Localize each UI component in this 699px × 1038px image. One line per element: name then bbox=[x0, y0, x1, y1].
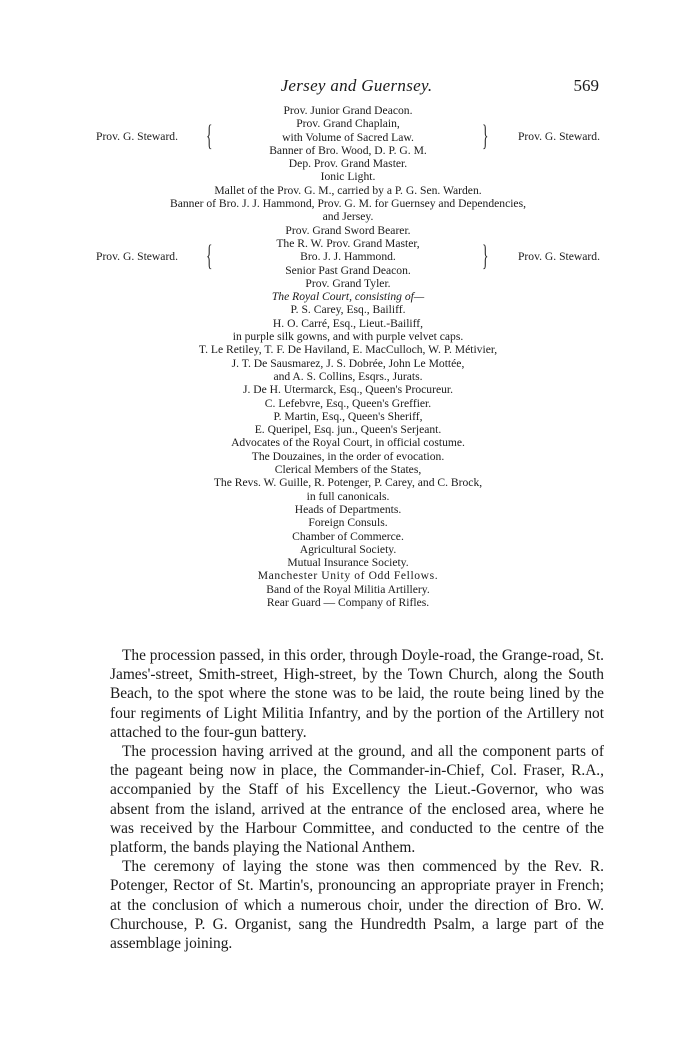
steward-group-center bbox=[224, 237, 472, 264]
procession-line: P. Martin, Esq., Queen's Sheriff, bbox=[273, 409, 423, 423]
procession-line: Advocates of the Royal Court, in official costume. bbox=[231, 436, 465, 450]
procession-line: Prov. Grand Chaplain, bbox=[296, 117, 400, 131]
steward-group-center bbox=[224, 117, 472, 144]
procession-line: Prov. Grand Sword Bearer. bbox=[285, 223, 411, 237]
procession-line: Foreign Consuls. bbox=[308, 516, 388, 530]
right-brace-icon: } bbox=[481, 119, 489, 153]
procession-line: Prov. Grand Tyler. bbox=[305, 276, 391, 290]
procession-line: Ionic Light. bbox=[320, 170, 376, 184]
procession-line: The Revs. W. Guille, R. Potenger, P. Carey, and C. Brock, bbox=[213, 476, 483, 490]
procession-line: The R. W. Prov. Grand Master, bbox=[276, 236, 420, 250]
procession-line: Mutual Insurance Society. bbox=[287, 556, 409, 570]
procession-line: Mallet of the Prov. G. M., carried by a P. G. Sen. Warden. bbox=[214, 183, 482, 197]
procession-line: and A. S. Collins, Esqrs., Jurats. bbox=[273, 369, 423, 383]
procession-line: Dep. Prov. Grand Master. bbox=[288, 157, 408, 171]
procession-line: H. O. Carré, Esq., Lieut.-Bailiff, bbox=[272, 316, 424, 330]
procession-line: Heads of Departments. bbox=[294, 502, 402, 516]
procession-line: T. Le Retiley, T. F. De Haviland, E. MacCulloch, W. P. Métivier, bbox=[198, 343, 498, 357]
procession-line: Agricultural Society. bbox=[299, 542, 397, 556]
procession-order bbox=[96, 104, 600, 609]
procession-line: J. De H. Utermarck, Esq., Queen's Procureur. bbox=[242, 383, 454, 397]
procession-line: J. T. De Sausmarez, J. S. Dobrée, John Le Mottée, bbox=[231, 356, 465, 370]
procession-line: Band of the Royal Militia Artillery. bbox=[266, 582, 430, 596]
procession-line: Chamber of Commerce. bbox=[292, 529, 404, 543]
procession-line: with Volume of Sacred Law. bbox=[282, 130, 414, 144]
paragraph: The procession having arrived at the ground, and all the component parts of the pageant being now in place, the Commander-in-Chief, Col. Fraser, R.A., accompanied by the Staff of his Excellency the Lieut.-Governor, who was absent from the island, arrived at the entrance of the enclosed area, where he was received by the Harbour Committee, and conducted to the centre of the platform, the bands playing the National Anthem. bbox=[110, 743, 604, 857]
paragraph: The procession passed, in this order, through Doyle-road, the Grange-road, St. James'-street, Smith-street, High-street, by the Town Church, along the South Beach, to the spot where the stone was to be laid, the route being lined by the four regiments of Light Militia Infantry, and by the portion of the Artillery not attached to the four-gun battery. bbox=[110, 647, 604, 741]
right-steward-label: Prov. G. Steward. bbox=[517, 130, 600, 144]
procession-line: and Jersey. bbox=[322, 210, 374, 224]
procession-line: E. Queripel, Esq. jun., Queen's Serjeant. bbox=[254, 423, 442, 437]
right-brace-icon: } bbox=[481, 238, 489, 272]
left-steward-label: Prov. G. Steward. bbox=[96, 130, 179, 144]
left-brace-icon: { bbox=[205, 119, 213, 153]
procession-line: C. Lefebvre, Esq., Queen's Greffier. bbox=[264, 396, 432, 410]
page-number: 569 bbox=[573, 76, 599, 95]
procession-line: Rear Guard — Company of Rifles. bbox=[266, 595, 430, 609]
procession-line: Bro. J. J. Hammond. bbox=[300, 250, 396, 264]
procession-line: The Royal Court, consisting of— bbox=[271, 290, 425, 304]
procession-line: Manchester Unity of Odd Fellows. bbox=[257, 569, 439, 583]
procession-line: in purple silk gowns, and with purple velvet caps. bbox=[232, 330, 464, 344]
right-steward-label: Prov. G. Steward. bbox=[517, 249, 600, 263]
procession-line: Senior Past Grand Deacon. bbox=[285, 263, 411, 277]
paragraph: The ceremony of laying the stone was then commenced by the Rev. R. Potenger, Rector of St. Martin's, pronouncing an appropriate prayer in French; at the conclusion of which a numerous choir, under the direction of Bro. W. Churchouse, P. G. Organist, sang the Hundredth Psalm, a large part of the assemblage joining. bbox=[110, 858, 604, 953]
procession-line: Banner of Bro. Wood, D. P. G. M. bbox=[269, 143, 427, 157]
page-header bbox=[114, 76, 599, 100]
left-steward-label: Prov. G. Steward. bbox=[96, 249, 179, 263]
procession-line: Banner of Bro. J. J. Hammond, Prov. G. M. for Guernsey and Dependencies, bbox=[169, 197, 526, 211]
procession-line: in full canonicals. bbox=[306, 489, 390, 503]
left-brace-icon: { bbox=[205, 238, 213, 272]
procession-line: Prov. Junior Grand Deacon. bbox=[283, 104, 413, 117]
procession-line: P. S. Carey, Esq., Bailiff. bbox=[290, 303, 406, 317]
running-title: Jersey and Guernsey. bbox=[280, 76, 433, 95]
procession-line: The Douzaines, in the order of evocation. bbox=[251, 449, 445, 463]
procession-line: Clerical Members of the States, bbox=[274, 463, 422, 477]
body-text bbox=[110, 646, 604, 953]
